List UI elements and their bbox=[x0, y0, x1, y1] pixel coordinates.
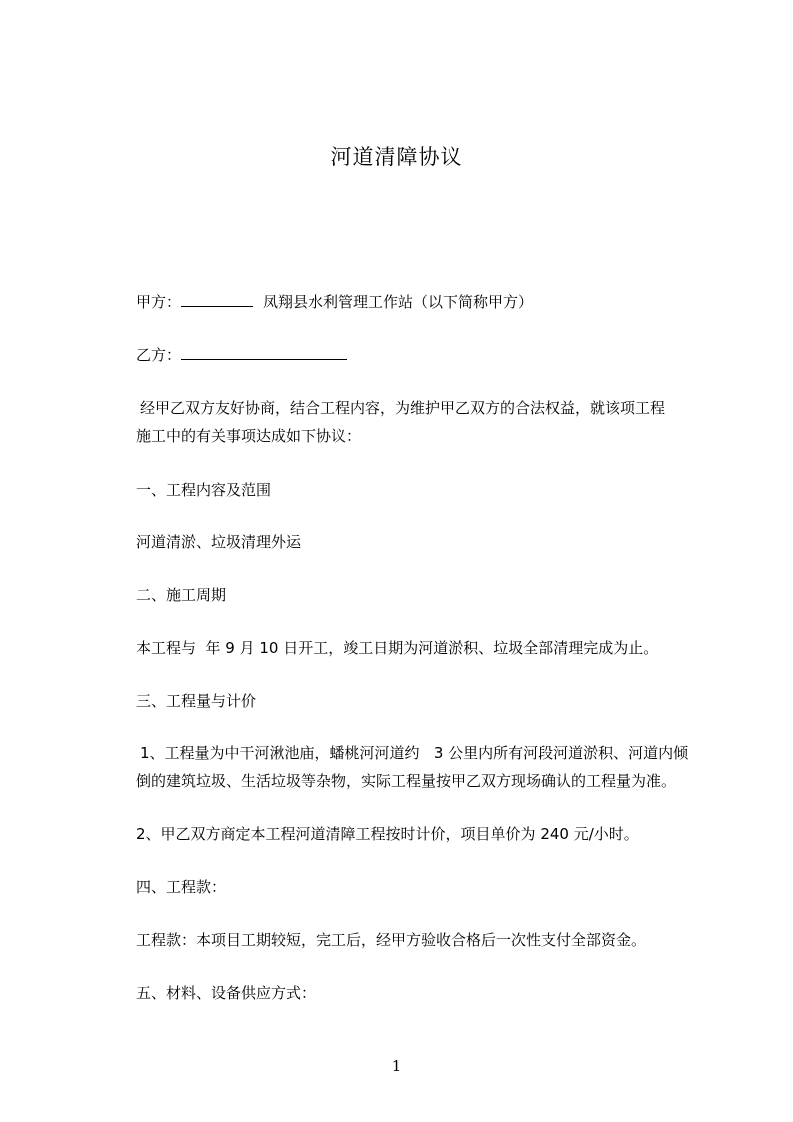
party-a-blank bbox=[181, 292, 253, 307]
section-1-body: 河道清淤、垃圾清理外运 bbox=[136, 533, 302, 551]
party-b-label: 乙方： bbox=[136, 346, 182, 364]
section-3-heading: 三、工程量与计价 bbox=[136, 692, 257, 710]
section-4-body: 工程款：本项目工期较短，完工后，经甲方验收合格后一次性支付全部资金。 bbox=[136, 931, 647, 949]
section-4-heading: 四、工程款： bbox=[136, 878, 227, 896]
document-title: 河道清障协议 bbox=[330, 145, 463, 169]
section-5-heading: 五、材料、设备供应方式： bbox=[136, 984, 317, 1002]
intro-line-2: 施工中的有关事项达成如下协议： bbox=[136, 427, 362, 445]
party-a-line bbox=[136, 292, 533, 312]
section-2-body: 本工程与 年 9 月 10 日开工，竣工日期为河道淤积、垃圾全部清理完成为止。 bbox=[136, 639, 659, 657]
intro-line-1: 经甲乙双方友好协商，结合工程内容，为维护甲乙双方的合法权益，就该项工程 bbox=[140, 399, 666, 417]
section-3-item-1-line-2: 倒的建筑垃圾、生活垃圾等杂物，实际工程量按甲乙双方现场确认的工程量为准。 bbox=[136, 772, 677, 790]
section-2-heading: 二、施工周期 bbox=[136, 586, 227, 604]
page-number: 1 bbox=[391, 1057, 402, 1075]
party-a-label: 甲方： bbox=[136, 293, 182, 311]
section-3-item-1-line-1: 1、工程量为中干河湫池庙，蟠桃河河道约 3 公里内所有河段河道淤积、河道内倾 bbox=[140, 744, 689, 762]
section-1-heading: 一、工程内容及范围 bbox=[136, 481, 272, 499]
party-b-line bbox=[136, 345, 347, 365]
party-b-blank bbox=[181, 345, 347, 360]
party-a-name: 凤翔县水利管理工作站（以下简称甲方） bbox=[263, 293, 534, 311]
section-3-item-2: 2、甲乙双方商定本工程河道清障工程按时计价，项目单价为 240 元/小时。 bbox=[136, 825, 639, 843]
